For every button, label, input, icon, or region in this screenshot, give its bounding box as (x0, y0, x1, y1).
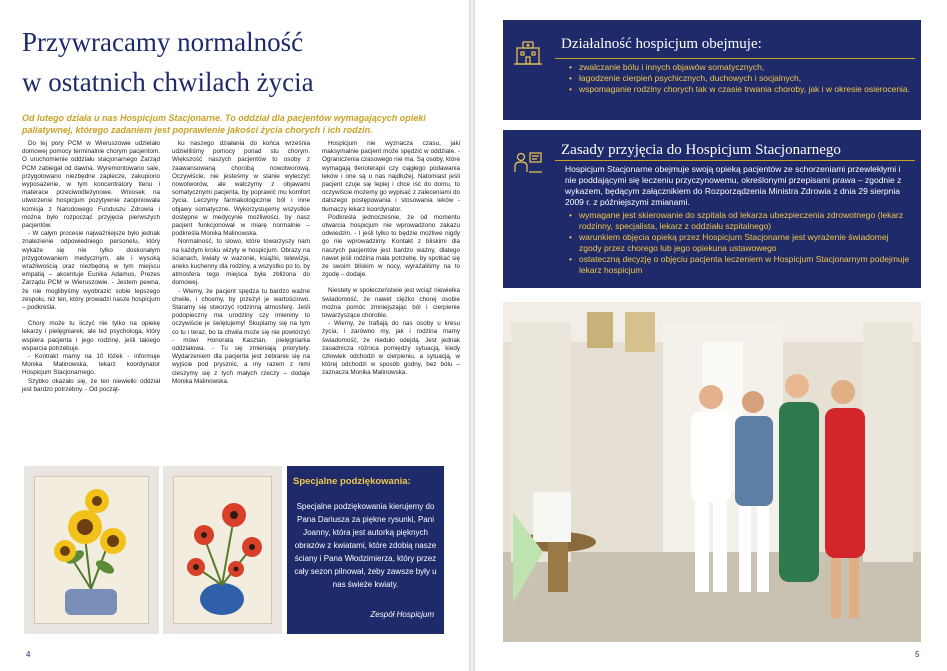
activities-title: Działalność hospicjum obejmuje: (561, 36, 762, 52)
paragraph: - Kontrakt mamy na 10 łóżek - informuje Monika Malinowska, lekarz koordynator Hospicjum Stacjonarnego. (22, 353, 160, 377)
article-title (22, 22, 322, 102)
title-line-1: Przywracamy normalność (22, 27, 304, 57)
paragraph: Do tej pory PCM w Wieruszowie udzielało domowej pomocy terminalnie chorym pacjentom. O uruchomienie oddziału stacjonarnego Zarząd PCM zabiegał od dawna. Wyremontowano sale, przygotowano niezbędne zaplecze, zakupiono wyposażenie, w tym koncentratory tlenu i materace przeciwodleżynowe. Wniosek na utworzenie hospicjum pozytywnie zaopiniowała komisja z Narodowego Funduszu Zdrowia i można było rozpocząć przyjęcia pierwszych pacjentów. (22, 140, 160, 230)
thanks-body: Specjalne podziękowania kierujemy do Pana Dariusza za piękne rysunki, Pani Joanny, która jest autorką pięknych obrazów z kwiatami, które zdobią nasze ściany i Pana Włodzimierza, który przez cały sezon pilnował, żeby zawsze były u nas świeże kwiaty. (294, 502, 437, 589)
article-lead: Od lutego działa u nas Hospicjum Stacjonarne. To oddział dla pacjentów wymagających opieki paliatywnej, którego zadaniem jest poprawienie jakości życia chorych i ich rodzin. (22, 113, 426, 135)
divider (555, 160, 915, 161)
list-item: • łagodzenie cierpień psychicznych, duchowych i socjalnych, (565, 73, 911, 84)
list-item: • wspomaganie rodziny chorych tak w czasie trwania choroby, jak i w okresie osierocenia. (565, 84, 911, 95)
staff-photo-art (503, 302, 921, 642)
doctor-consult-icon (513, 150, 543, 176)
title-line-2: w ostatnich chwilach życia (22, 67, 314, 97)
paragraph: ku naszego działania do końca września udzieliliśmy pomocy ponad stu chorym. Większość naszych pacjentów to osoby z zaawansowaną chorobą nowotworową. Oczywiście, nie jesteśmy w stanie wyleczyć nowotworów, ale walczymy z objawami somatycznymi pacjenta, by poprawić mu komfort życia. Leczymy farmakologicznie ból i inne objawy somatyczne. Wykorzystujemy wszystkie dostępne w medycynie możliwości, by nasz pacjent funkcjonował w miarę normalnie – podkreśla Monika Malinowska. (172, 140, 310, 238)
thanks-title: Specjalne podziękowania: (293, 476, 411, 487)
page-number-right: 5 (915, 650, 920, 659)
list-item: • zwalczanie bólu i innych objawów somatycznych, (565, 62, 911, 73)
column-3 (322, 140, 460, 394)
column-2 (172, 140, 310, 394)
page-spine (469, 0, 475, 671)
paragraph: Niestety w społeczeństwie jest wciąż niewielka świadomość, że nawet ciężko chorej osobie można pomóc zmniejszając ból i cierpienie towarzyszące chorobie. (322, 287, 460, 320)
paragraph: Podkreśla jednocześnie, że od momentu otwarcia hospicjum nie wprowadzono zakazu odwiedzin. - I jeśli tylko to będzie możliwe nigdy go nie wprowadzimy. Kontakt z bliskimi dla naszych pacjentów jest bardzo ważny, dlatego nawet jeśli rodzina mała potrzebę, by spotkać się ze swoim bliskim w nocy, wyrażaliśmy na to zgodę – dodaje. (322, 213, 460, 279)
list-item: • wymagane jest skierowanie do szpitala od lekarza ubezpieczenia zdrowotnego (lekarz rodzinny, specjalista, lekarz z oddziału szpitalnego) (565, 210, 911, 232)
paragraph: - Wiemy, że trafiają do nas osoby u kresu życia, i zarówno my, jak i rodzina mamy świadomość, że nieduło odejdą. Jest jednak zasadnicza różnica pomiędzy sytuacją, kiedy człowiek odchodzi w cierpieniu, a sytuacją, w której odchodzi w sposób godny, bez bólu – zaznacza Monika Malinowska. (322, 320, 460, 377)
column-1 (22, 140, 160, 394)
paragraph: Normalność, to słowo, które towarzyszy nam na każdym kroku wizyty w hospicjum. Obrazy na ścianach, kwiaty w wazonie, książki, telewizja, aneks kuchenny dla rodziny, a wszystko po to, by atmosfera tego miejsca była zbliżona do domowej. (172, 238, 310, 287)
left-page (0, 0, 470, 671)
paragraph: Hospicjum nie wyznacza czasu, jaki maksymalnie pacjent może spędzić w oddziale. - Ograniczenia czasowego nie ma. Są osoby, które wymagają tlenoterapii czy ciągłego podawania leków i one są u nas najdłużej. Natomiast jeśli pacjent czuje się lepiej i chce iść do domu, to oczywiście możemy go wypisać z zaleceniami do dalszego postępowania i stosowania leków - tłumaczy lekarz koordynator. (322, 140, 460, 213)
sunflower-painting (24, 466, 159, 634)
article-columns (22, 140, 460, 394)
activities-list (565, 62, 911, 95)
paragraph: Szybko okazało się, że ten niewielki oddział jest bardzo potrzebny. - Od począt- (22, 377, 160, 393)
divider (555, 58, 915, 59)
poppy-painting (163, 466, 282, 634)
list-item: • ostateczną decyzję o objęciu pacjenta leczeniem w Hospicjum Stacjonarnym podejmuje lekarz hospicjum (565, 254, 911, 276)
paragraph: Chory może tu liczyć nie tylko na opiekę lekarzy i pielęgniarek, ale też psychologa, który wspiera pacjenta i jego rodzinę, jeśli takiego wsparcia potrzebuje. (22, 320, 160, 352)
list-item: • warunkiem objęcia opieką przez Hospicjum Stacjonarne jest wyrażenie świadomej zgody przez chorego lub jego opiekuna ustawowego (565, 232, 911, 254)
staff-photo (503, 302, 921, 642)
admission-intro: Hospicjum Stacjonarne obejmuje swoją opieką pacjentów ze schorzeniami przewlekłymi i nie poddającymi się leczeniu przyczynowemu, określonymi przepisami prawa – zgodnie z wykazem, będącym załącznikiem do Rozporządzenia Ministra Zdrowia z dnia 29 sierpnia 2009 r. z późniejszymi zmianami. (565, 164, 902, 207)
admission-rules-box (503, 130, 921, 288)
admission-title: Zasady przyjęcia do Hospicjum Stacjonarnego (561, 142, 841, 158)
paragraph: - W całym procesie najważniejsze było jednak znalezienie odpowiedniego personelu, który wykaże się nie tylko doskonałym przygotowaniem medycznym, ale i wysoką wrażliwością oraz niezbędną w tym miejscu empatią – akcentuje Eunika Adamus, Prezes Zarządu PCM w Wieruszowie. - Jestem pewna, że nie moglibyśmy wyobrazić sobie lepszego zespołu, niż ten, który prowadzi nasze hospicjum – podkreśla. (22, 230, 160, 312)
sunflower-painting-art (35, 477, 148, 623)
thanks-box (287, 466, 444, 634)
activities-box (503, 20, 921, 120)
thanks-signature: Zespół Hospicjum (370, 610, 434, 619)
admission-list (565, 210, 911, 276)
paragraph: - Wiemy, że pacjent spędza tu bardzo ważne chwile, i chcemy, by przeżył je wartościowo. Staramy się stworzyć rodzinną atmosferę. Jeśli podopieczny ma urodziny czy imieniny to oczywiście je świętujemy! Skupiamy się na tym co tu i teraz, bo ta chwila może się nie powtórzyć - mówi Honorata Kasztan, pielęgniarka oddziałowa. - Tu się zmieniają priorytety. Wydarzeniem dla pacjenta jest zebranie się na wyjście pod prysznic, a my razem z nimi cieszymy się z tych małych rzeczy – dodaje Monika Malinowska. (172, 287, 310, 385)
hospital-icon (513, 40, 543, 66)
page-number-left: 4 (26, 650, 31, 659)
poppy-painting-art (174, 477, 271, 623)
